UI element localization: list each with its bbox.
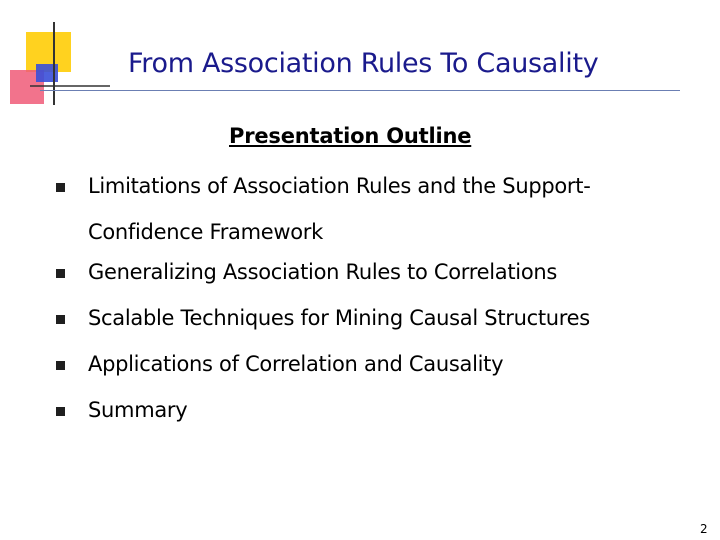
slide-title: From Association Rules To Causality [128,48,599,79]
outline-item-text: Scalable Techniques for Mining Causal Structures [88,306,590,330]
outline-item-text: Generalizing Association Rules to Correlations [88,260,558,284]
slide-logo-graphic [0,0,110,110]
title-divider [40,90,680,91]
square-bullet-icon [56,315,65,324]
square-bullet-icon [56,407,65,416]
square-bullet-icon [56,183,65,192]
outline-heading: Presentation Outline [229,124,472,148]
page-number: 2 [700,522,708,536]
outline-item-text: Applications of Correlation and Causality [88,352,504,376]
square-bullet-icon [56,361,65,370]
outline-item-text: Limitations of Association Rules and the Support-Confidence Framework [88,174,591,244]
outline-item-text: Summary [88,398,188,422]
square-bullet-icon [56,269,65,278]
